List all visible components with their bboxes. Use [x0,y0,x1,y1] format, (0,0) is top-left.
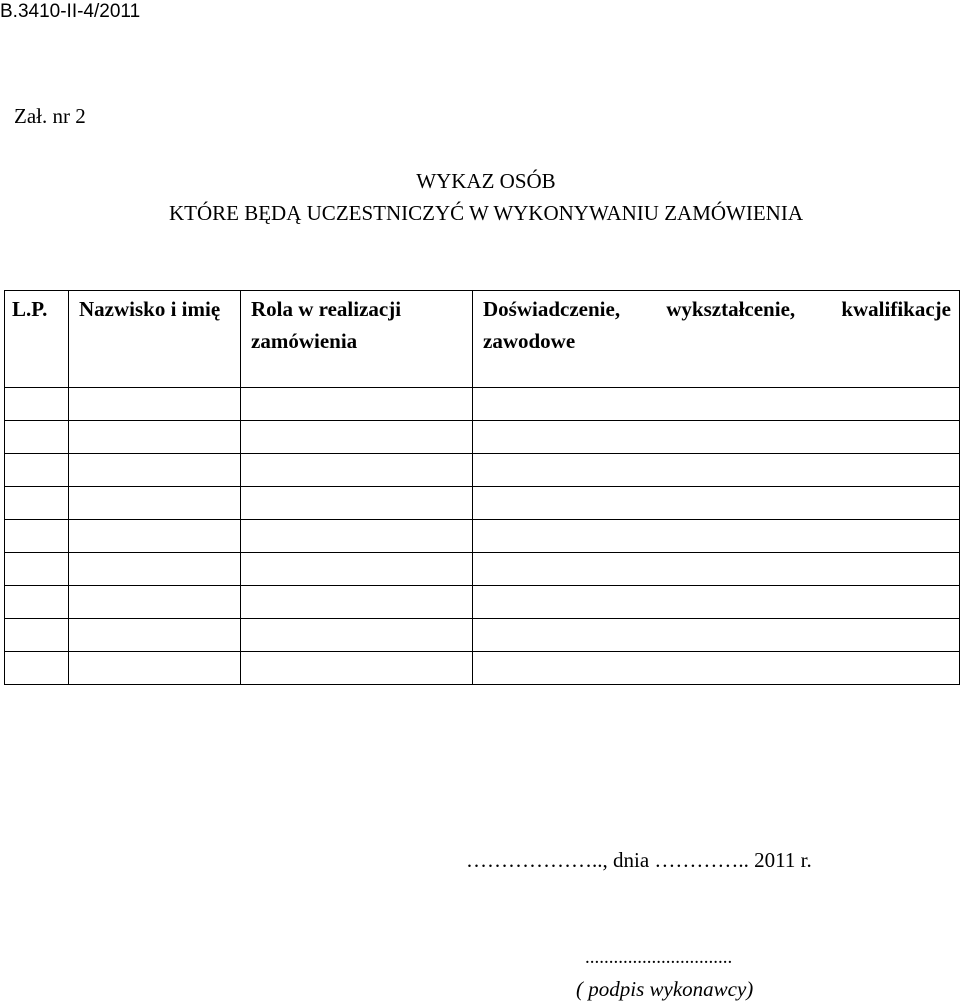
table-cell [473,553,960,586]
date-line: ……………….., dnia ………….. 2011 r. [466,848,812,872]
document-subtitle: KTÓRE BĘDĄ UCZESTNICZYĆ W WYKONYWANIU ZAMÓWIENIA [168,201,804,225]
table-row [5,487,960,520]
table-cell [69,421,241,454]
table-cell [241,388,473,421]
signature-line: ............................... [585,947,733,968]
attachment-number: Zał. nr 2 [14,104,86,128]
table-row [5,388,960,421]
table-cell [473,421,960,454]
header-name [69,291,241,388]
table-cell [473,520,960,553]
table-row [5,520,960,553]
table-cell [5,487,69,520]
table-header-row [5,291,960,388]
table-cell [69,652,241,685]
table-cell [241,652,473,685]
table-cell [5,388,69,421]
table-cell [69,487,241,520]
table-cell [5,586,69,619]
table-cell [241,520,473,553]
header-role-label: Rola w realizacji zamówienia [251,297,402,353]
table-cell [241,586,473,619]
table-row [5,586,960,619]
table-cell [473,487,960,520]
table-row [5,619,960,652]
table-row [5,652,960,685]
table-cell [473,619,960,652]
table-cell [473,586,960,619]
header-name-label: Nazwisko i imię [79,297,221,321]
table-cell [241,553,473,586]
table-cell [473,652,960,685]
table-cell [69,520,241,553]
header-lp [5,291,69,388]
table-cell [69,619,241,652]
table-cell [241,421,473,454]
table-row [5,421,960,454]
table-cell [5,520,69,553]
table-cell [69,553,241,586]
table-cell [5,619,69,652]
header-role [241,291,473,388]
table-cell [5,421,69,454]
table-cell [241,454,473,487]
table-cell [69,454,241,487]
persons-table [4,290,960,685]
table-cell [69,388,241,421]
table-cell [241,619,473,652]
header-lp-label: L.P. [12,297,48,321]
table-cell [473,454,960,487]
header-experience-label: Doświadczenie, wykształcenie, kwalifikacje zawodowe [483,297,951,353]
table-cell [69,586,241,619]
table-body [5,388,960,685]
document-title: WYKAZ OSÓB [416,169,556,193]
table-cell [5,553,69,586]
table-row [5,553,960,586]
header-experience [473,291,960,388]
table-cell [5,454,69,487]
document-reference: B.3410-II-4/2011 [0,1,141,22]
table-cell [241,487,473,520]
table-cell [5,652,69,685]
table-cell [473,388,960,421]
table-row [5,454,960,487]
signature-label: ( podpis wykonawcy) [576,977,754,1001]
